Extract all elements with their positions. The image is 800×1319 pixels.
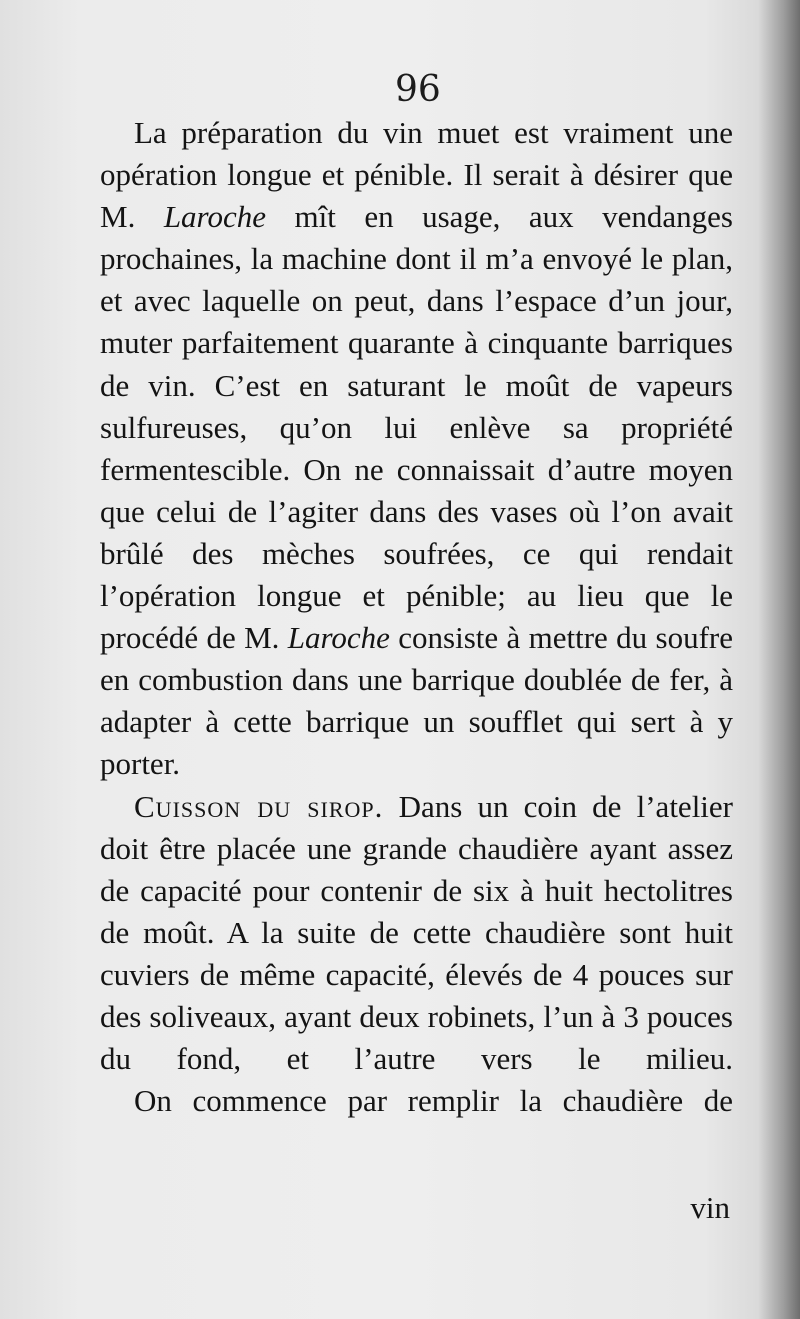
catchword: vin — [690, 1190, 730, 1225]
text-run: La préparation du vin muet est vraiment une opération longue et pénible. Il serait à désirer que M. — [100, 115, 733, 235]
page-edge-shadow — [758, 0, 800, 1319]
paragraph-syrup-cooking — [100, 786, 733, 1081]
paragraph-start-filling — [100, 1080, 733, 1122]
page-number: 96 — [395, 69, 441, 110]
name-laroche: Laroche — [287, 620, 390, 656]
paragraph-muting-wine — [100, 112, 733, 786]
text-run: Dans un coin de l’atelier doit être placée une grande chaudière ayant assez de capacité pour contenir de six à huit hectolitres de moût. A la suite de cette chaudière sont huit cuviers de même capacité, élevés de 4 pouces sur des soliveaux, ayant deux robinets, l’un à 3 pouces du fond, et l’autre vers le milieu. — [100, 788, 734, 1077]
text-run: consiste à mettre du soufre en combustion dans une barrique doublée de fer, à adapter à cette barrique un soufflet qui sert à y porter. — [100, 620, 733, 782]
name-laroche: Laroche — [163, 199, 266, 235]
text-run: On commence par remplir la chaudière de — [134, 1083, 733, 1119]
text-run: mît en usage, aux vendanges prochaines, la machine dont il m’a envoyé le plan, et avec laquelle on peut, dans l’espace d’un jour, muter parfaitement quarante à cinquante barriques de vin. C’est en saturant le moût de vapeurs sulfureuses, qu’on lui enlève sa propriété fermentescible. On ne connaissait d’autre moyen que celui de l’agiter dans des vases où l’on avait brûlé des mèches soufrées, ce qui rendait l’opération longue et pénible; au lieu que le procédé de M. — [100, 199, 733, 656]
body-text — [100, 112, 733, 1122]
section-heading: Cuisson du sirop. — [134, 788, 384, 824]
